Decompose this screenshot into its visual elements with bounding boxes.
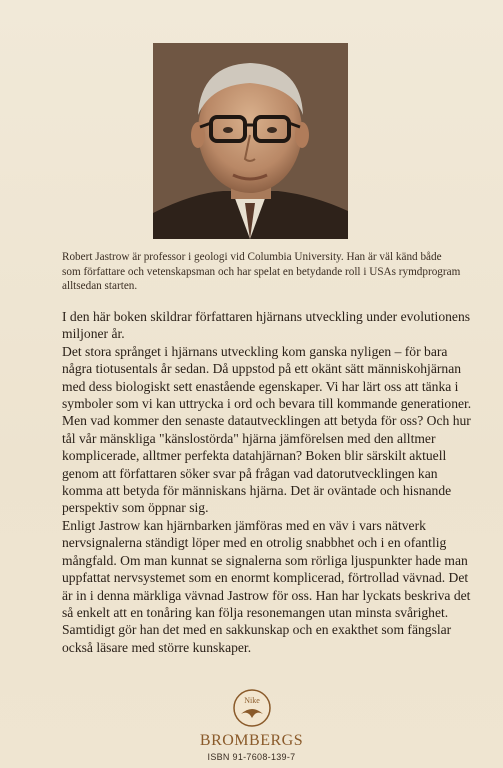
logo-text: Nike [244, 696, 260, 705]
author-caption [62, 250, 462, 294]
book-description [62, 308, 472, 656]
paragraph-evolution: Det stora språnget i hjärnans utveckling kom ganska nyligen – för bara några tiotusentals år sedan. Då uppstod på ett okänt sätt människohjärnan med dess biologiskt sett enastående egenskaper. Vi har lärt oss att tänka i symboler som vi kan uttrycka i ord och bevara till kommande generationer. Men vad kommer den senaste datautvecklingen att betyda för oss? Och hur tål vår mänskliga "känslostörda" hjärna jämförelsen med den alltmer komplicerade, alltmer perfekta datahjärnan? Boken blir särskilt aktuell genom att författaren söker svar på frågan vad datorutvecklingen kan komma att betyda för människans hjärna. Det är oväntade och hisnande perspektiv som öppnar sig. [62, 343, 472, 516]
nike-emblem-icon [232, 688, 272, 728]
nike-logo [232, 688, 272, 728]
paragraph-intro: I den här boken skildrar författaren hjärnans utveckling under evolutionens miljoner år. [62, 309, 471, 342]
author-portrait-image [153, 43, 348, 239]
isbn: ISBN 91-7608-139-7 [207, 752, 296, 762]
author-photo [153, 43, 348, 239]
caption-text: Robert Jastrow är professor i geologi vid Columbia University. Han är väl känd både som författare och vetenskapsman och har spelat en betydande roll i USAs rymdprogram alltsedan starten. [62, 251, 461, 292]
paragraph-brain-web: Enligt Jastrow kan hjärnbarken jämföras med en väv i vars nätverk nervsignalerna ständigt löper med en otrolig snabbhet och i en ofantlig mångfald. Om man kunnat se signalerna som rörliga ljuspunkter hade man uppfattat nervsystemet som en enormt komplicerad, förtrollad vävnad. Det är in i denna märkliga vävnad Jastrow för oss. Han har lyckats beskriva det så enkelt att en tonåring kan följa resonemangen utan minsta svårighet. Samtidigt gör han det med en sakkunskap och en exakthet som fängslar också läsare med större kunskaper. [62, 517, 471, 655]
publisher-name: BROMBERGS [199, 732, 304, 749]
